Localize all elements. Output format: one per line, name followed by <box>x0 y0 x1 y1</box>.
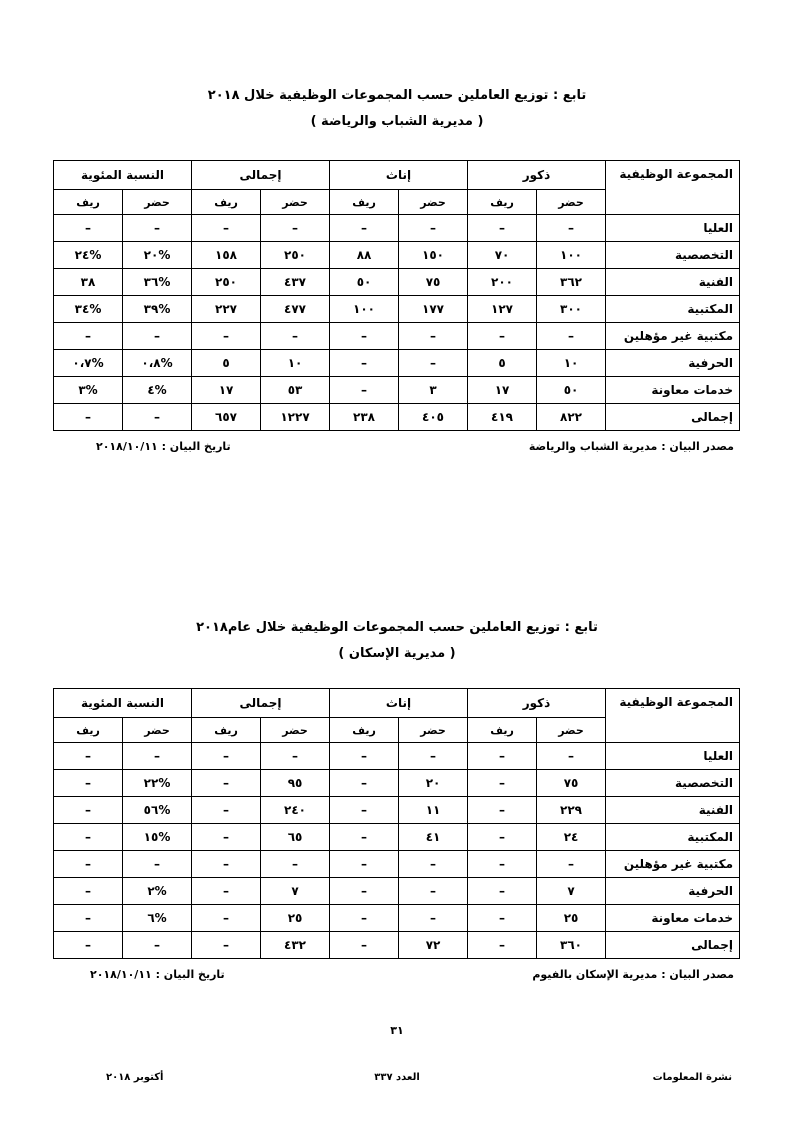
table1-subtitle: ( مديرية الشباب والرياضة ) <box>310 114 484 129</box>
table-cell: – <box>468 824 537 851</box>
table-cell: ٤٠٥ <box>399 404 468 431</box>
table-cell: ٣٠٠ <box>537 296 606 323</box>
table-row <box>54 350 740 377</box>
row-label: المكتبية <box>606 824 740 851</box>
table-cell: – <box>261 743 330 770</box>
table-cell: – <box>399 215 468 242</box>
table-cell: – <box>399 323 468 350</box>
table-cell: ٢٢٧ <box>192 296 261 323</box>
col-group-percentage: النسبة المئوية <box>54 161 192 190</box>
table-cell: – <box>330 851 399 878</box>
table-cell: – <box>54 215 123 242</box>
table-cell: ٣ <box>399 377 468 404</box>
table-cell: – <box>330 350 399 377</box>
sub-header: حضر <box>399 190 468 215</box>
table-cell: ٣٦٢ <box>537 269 606 296</box>
table-cell: – <box>468 797 537 824</box>
col-group-males: ذكور <box>468 689 606 718</box>
table-cell: – <box>192 851 261 878</box>
footer-month: أكتوبر ٢٠١٨ <box>106 1072 164 1083</box>
table-cell: %٢ <box>123 878 192 905</box>
table-cell: – <box>54 770 123 797</box>
table-cell: ٥٠ <box>330 269 399 296</box>
table-cell: – <box>192 932 261 959</box>
table-cell: ٩٥ <box>261 770 330 797</box>
sub-header: حضر <box>537 190 606 215</box>
table-cell: – <box>261 851 330 878</box>
sub-header: حضر <box>537 718 606 743</box>
table-cell: – <box>330 323 399 350</box>
table-cell: – <box>54 932 123 959</box>
table1-title: تابع : توزيع العاملين حسب المجموعات الوظيفية خلال ٢٠١٨ <box>207 88 587 103</box>
table-cell: – <box>399 743 468 770</box>
table-cell: – <box>192 878 261 905</box>
table-cell: – <box>54 851 123 878</box>
table-cell: – <box>537 215 606 242</box>
table-row <box>54 296 740 323</box>
table-cell: ٨٨ <box>330 242 399 269</box>
row-label: خدمات معاونة <box>606 905 740 932</box>
table-cell: – <box>192 743 261 770</box>
table-cell: ٧٥ <box>399 269 468 296</box>
row-label: الحرفية <box>606 350 740 377</box>
row-label: مكتبية غير مؤهلين <box>606 851 740 878</box>
footer-publication: نشرة المعلومات <box>652 1072 732 1083</box>
table-cell: ٧٥ <box>537 770 606 797</box>
table-cell: – <box>192 797 261 824</box>
table-cell: %٣٩ <box>123 296 192 323</box>
group-header: المجموعة الوظيفية <box>606 161 740 215</box>
table-cell: – <box>330 932 399 959</box>
table-cell: ٧ <box>537 878 606 905</box>
table-cell: – <box>123 851 192 878</box>
table-cell: %٢٢ <box>123 770 192 797</box>
sub-header: ريف <box>192 718 261 743</box>
table-cell: – <box>54 743 123 770</box>
table-cell: – <box>54 905 123 932</box>
table-cell: ٧ <box>261 878 330 905</box>
table-cell: – <box>54 323 123 350</box>
table-cell: – <box>537 323 606 350</box>
table-cell: – <box>399 905 468 932</box>
table-cell: – <box>54 824 123 851</box>
table-cell: ٦٥ <box>261 824 330 851</box>
table-cell: ٤١ <box>399 824 468 851</box>
row-label: العليا <box>606 215 740 242</box>
table-cell: ٥ <box>468 350 537 377</box>
table-row <box>54 878 740 905</box>
table-cell: – <box>399 878 468 905</box>
table-cell: ٥٣ <box>261 377 330 404</box>
table-cell: – <box>54 404 123 431</box>
table-cell: ٢٥٠ <box>261 242 330 269</box>
table-cell: – <box>399 350 468 377</box>
table-cell: – <box>468 323 537 350</box>
table-cell: – <box>468 878 537 905</box>
table-cell: ٤٣٧ <box>261 269 330 296</box>
row-label: إجمالى <box>606 404 740 431</box>
col-group-females: إناث <box>330 161 468 190</box>
table-cell: – <box>54 878 123 905</box>
table-cell: ٤١٩ <box>468 404 537 431</box>
table-cell: – <box>330 797 399 824</box>
table-cell: %٦ <box>123 905 192 932</box>
table-cell: – <box>537 851 606 878</box>
table-cell: – <box>330 743 399 770</box>
row-label: التخصصية <box>606 242 740 269</box>
sub-header: حضر <box>261 190 330 215</box>
table-cell: – <box>123 404 192 431</box>
table-cell: %٣ <box>54 377 123 404</box>
table-cell: ٢٤٠ <box>261 797 330 824</box>
row-label: الحرفية <box>606 878 740 905</box>
table-cell: ٢٥٠ <box>192 269 261 296</box>
col-group-total: إجمالى <box>192 161 330 190</box>
table-cell: – <box>261 215 330 242</box>
col-group-males: ذكور <box>468 161 606 190</box>
table-cell: – <box>468 743 537 770</box>
sub-header: ريف <box>54 190 123 215</box>
col-group-percentage: النسبة المئوية <box>54 689 192 718</box>
table-row <box>54 215 740 242</box>
table-cell: – <box>123 215 192 242</box>
table-cell: %٢٤ <box>54 242 123 269</box>
table-cell: ١٥٨ <box>192 242 261 269</box>
table-cell: ٢٣٨ <box>330 404 399 431</box>
table-cell: – <box>261 323 330 350</box>
row-label: العليا <box>606 743 740 770</box>
table-cell: ٤٧٧ <box>261 296 330 323</box>
table-cell: ٣٦٠ <box>537 932 606 959</box>
table-cell: – <box>123 323 192 350</box>
table-row <box>54 851 740 878</box>
sub-header: ريف <box>330 190 399 215</box>
table-cell: – <box>537 743 606 770</box>
table-cell: – <box>192 905 261 932</box>
table-cell: – <box>330 770 399 797</box>
table-row <box>54 797 740 824</box>
sub-header: حضر <box>399 718 468 743</box>
table-cell: – <box>54 797 123 824</box>
footer-issue: العدد ٣٣٧ <box>374 1072 420 1083</box>
row-label: التخصصية <box>606 770 740 797</box>
sub-header: ريف <box>54 718 123 743</box>
sub-header: حضر <box>123 718 192 743</box>
table-row <box>54 377 740 404</box>
table-cell: ٢٥ <box>537 905 606 932</box>
table-cell: – <box>192 215 261 242</box>
table-cell: – <box>192 770 261 797</box>
table-row <box>54 770 740 797</box>
table-cell: ١٥٠ <box>399 242 468 269</box>
table-row <box>54 404 740 431</box>
table-cell: ٢٤ <box>537 824 606 851</box>
row-label: إجمالى <box>606 932 740 959</box>
table-cell: – <box>192 323 261 350</box>
table-cell: ٤٣٢ <box>261 932 330 959</box>
table-cell: ٧٢ <box>399 932 468 959</box>
table-cell: ١٠٠ <box>537 242 606 269</box>
table-cell: %٣٤ <box>54 296 123 323</box>
table-cell: %٢٠ <box>123 242 192 269</box>
table-row <box>54 905 740 932</box>
table-cell: %١٥ <box>123 824 192 851</box>
table-row <box>54 323 740 350</box>
table-cell: ٨٢٢ <box>537 404 606 431</box>
table-cell: ٢٥ <box>261 905 330 932</box>
table-cell: ٦٥٧ <box>192 404 261 431</box>
table-cell: ٢٠٠ <box>468 269 537 296</box>
table-cell: ١٧٧ <box>399 296 468 323</box>
table-row <box>54 932 740 959</box>
table-cell: – <box>330 377 399 404</box>
row-label: الفنية <box>606 797 740 824</box>
row-label: مكتبية غير مؤهلين <box>606 323 740 350</box>
table-cell: ٣٨ <box>54 269 123 296</box>
table1 <box>53 160 740 431</box>
table-row <box>54 824 740 851</box>
table-cell: ٧٠ <box>468 242 537 269</box>
table-cell: – <box>468 215 537 242</box>
table-cell: ١١ <box>399 797 468 824</box>
table2-source: مصدر البيان : مديرية الإسكان بالفيوم <box>532 968 734 981</box>
table-cell: ١٠ <box>261 350 330 377</box>
table-cell: ٢٠ <box>399 770 468 797</box>
col-group-females: إناث <box>330 689 468 718</box>
row-label: الفنية <box>606 269 740 296</box>
table2 <box>53 688 740 959</box>
table-cell: – <box>468 905 537 932</box>
table-row <box>54 242 740 269</box>
table-cell: ١٧ <box>468 377 537 404</box>
table2-date: تاريخ البيان : ٢٠١٨/١٠/١١ <box>90 968 225 981</box>
sub-header: ريف <box>468 190 537 215</box>
table1-source: مصدر البيان : مديرية الشباب والرياضة <box>528 440 734 453</box>
table-row <box>54 269 740 296</box>
table-cell: – <box>330 878 399 905</box>
sub-header: ريف <box>468 718 537 743</box>
table-cell: ١٠٠ <box>330 296 399 323</box>
table2-title: تابع : توزيع العاملين حسب المجموعات الوظيفية خلال عام٢٠١٨ <box>196 620 598 635</box>
table-cell: %٥٦ <box>123 797 192 824</box>
table-cell: ١٠ <box>537 350 606 377</box>
table-cell: ٢٢٩ <box>537 797 606 824</box>
table-cell: ١٢٧ <box>468 296 537 323</box>
table-cell: – <box>468 770 537 797</box>
page-number: ٣١ <box>390 1024 404 1037</box>
sub-header: ريف <box>330 718 399 743</box>
table-cell: – <box>468 851 537 878</box>
table1-date: تاريخ البيان : ٢٠١٨/١٠/١١ <box>96 440 231 453</box>
table-row <box>54 743 740 770</box>
row-label: المكتبية <box>606 296 740 323</box>
sub-header: ريف <box>192 190 261 215</box>
table-cell: %٣٦ <box>123 269 192 296</box>
table-cell: ١٢٢٧ <box>261 404 330 431</box>
table-cell: %٠،٨ <box>123 350 192 377</box>
table-cell: – <box>330 215 399 242</box>
table-cell: %٠،٧ <box>54 350 123 377</box>
table-cell: – <box>330 824 399 851</box>
table-cell: – <box>330 905 399 932</box>
table-cell: ٥ <box>192 350 261 377</box>
table-cell: ٥٠ <box>537 377 606 404</box>
table-cell: – <box>399 851 468 878</box>
table-cell: – <box>123 932 192 959</box>
col-group-total: إجمالى <box>192 689 330 718</box>
sub-header: حضر <box>123 190 192 215</box>
table-cell: – <box>192 824 261 851</box>
table2-subtitle: ( مديرية الإسكان ) <box>338 646 456 661</box>
table-cell: – <box>468 932 537 959</box>
table-cell: %٤ <box>123 377 192 404</box>
group-header: المجموعة الوظيفية <box>606 689 740 743</box>
row-label: خدمات معاونة <box>606 377 740 404</box>
sub-header: حضر <box>261 718 330 743</box>
table-cell: – <box>123 743 192 770</box>
table-cell: ١٧ <box>192 377 261 404</box>
